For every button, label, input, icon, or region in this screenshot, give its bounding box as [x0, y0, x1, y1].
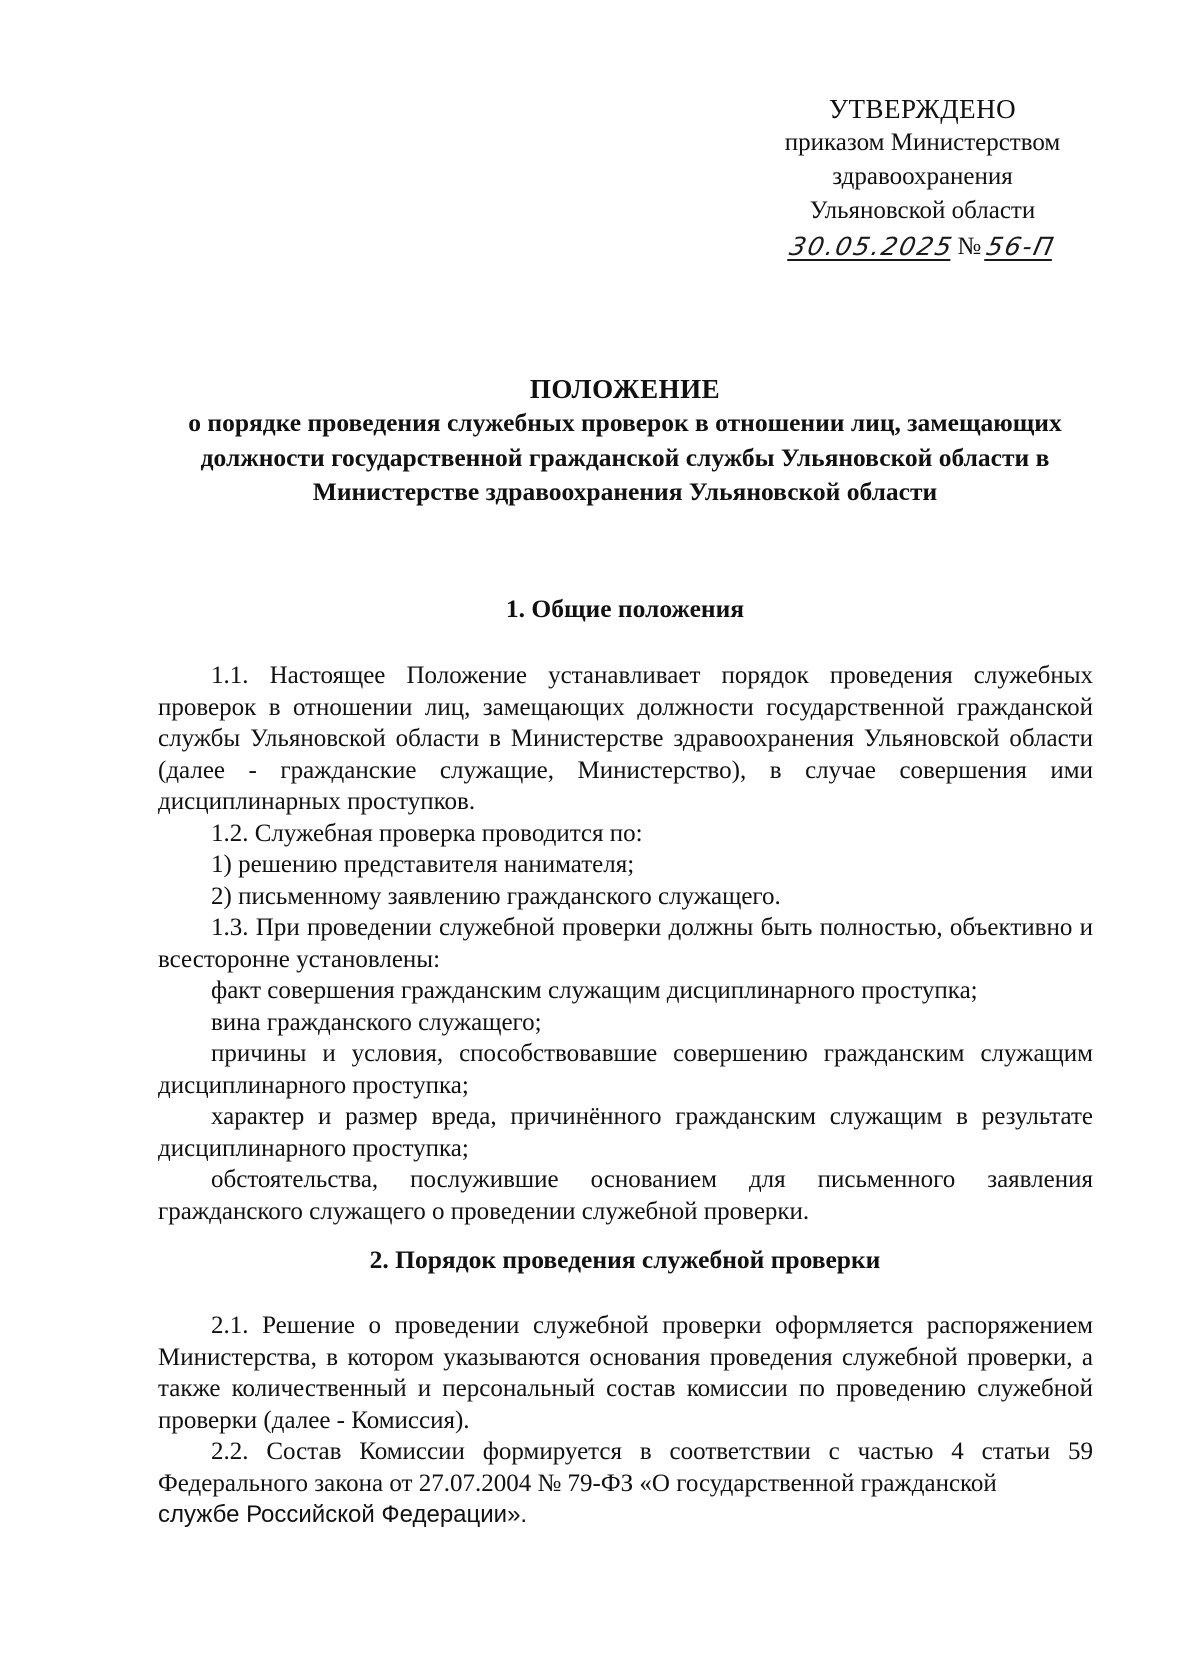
paragraph: 2) письменному заявлению гражданского служащего.	[211, 882, 781, 910]
approval-line-1: приказом Министерством	[784, 129, 1061, 156]
paragraph: 1.1. Настоящее Положение устанавливает порядок проведения служебных проверок в отношении лиц, замещающих должности государственной гражданской службы Ульяновской области в Министерстве здравоохранения Ульяновской области (далее - гражданские служащие, Министерство), в случае совершения ими дисциплинарных проступков.	[158, 662, 1093, 815]
paragraph: обстоятельства, послужившие основанием для письменного заявления гражданского служащего о проведении служебной проверки.	[158, 1166, 1093, 1225]
document-title-block	[175, 372, 1075, 510]
paragraph: 1.2. Служебная проверка проводится по:	[211, 819, 643, 847]
paragraph-continuation: службе Российской Федерации».	[158, 1501, 528, 1528]
paragraph: 2.1. Решение о проведении служебной проверки оформляется распоряжением Министерства, в котором указываются основания проведения служебной проверки, а также количественный и персональный состав комиссии по проведению служебной проверки (далее - Комиссия).	[158, 1312, 1093, 1434]
approval-date: 30.05.2025	[787, 232, 957, 261]
approval-number: 56-П	[984, 232, 1059, 261]
approval-date-number	[740, 228, 1105, 264]
paragraph: 1) решению представителя нанимателя;	[211, 851, 635, 878]
paragraph: 2.2. Состав Комиссии формируется в соответствии с частью 4 статьи 59 Федерального закона от 27.07.2004 № 79-ФЗ «О государственной гражданской	[158, 1438, 1093, 1497]
approval-line-3: Ульяновской области	[809, 197, 1036, 224]
paragraph: 1.3. При проведении служебной проверки должны быть полностью, объективно и всесторонне установлены:	[158, 914, 1093, 973]
approval-heading: УТВЕРЖДЕНО	[828, 94, 1017, 124]
section-1-heading: 1. Общие положения	[505, 594, 745, 623]
paragraph: характер и размер вреда, причинённого гражданским служащим в результате дисциплинарного проступка;	[158, 1103, 1093, 1162]
approval-stamp	[740, 92, 1105, 264]
section-2-heading: 2. Порядок проведения служебной проверки	[369, 1245, 881, 1274]
paragraph: факт совершения гражданским служащим дисциплинарного проступка;	[211, 977, 978, 1004]
section-1-body	[158, 660, 1093, 1227]
approval-line-2: здравоохранения	[832, 163, 1013, 190]
paragraph: причины и условия, способствовавшие совершению гражданским служащим дисциплинарного проступка;	[158, 1040, 1093, 1099]
number-sign: №	[957, 233, 982, 260]
section-2-body	[158, 1310, 1093, 1531]
document-subtitle: о порядке проведения служебных проверок в отношении лиц, замещающих должности государственной гражданской службы Ульяновской области в Министерстве здравоохранения Ульяновской области	[188, 408, 1062, 506]
document-title: ПОЛОЖЕНИЕ	[529, 374, 721, 404]
paragraph: вина гражданского служащего;	[211, 1008, 542, 1036]
